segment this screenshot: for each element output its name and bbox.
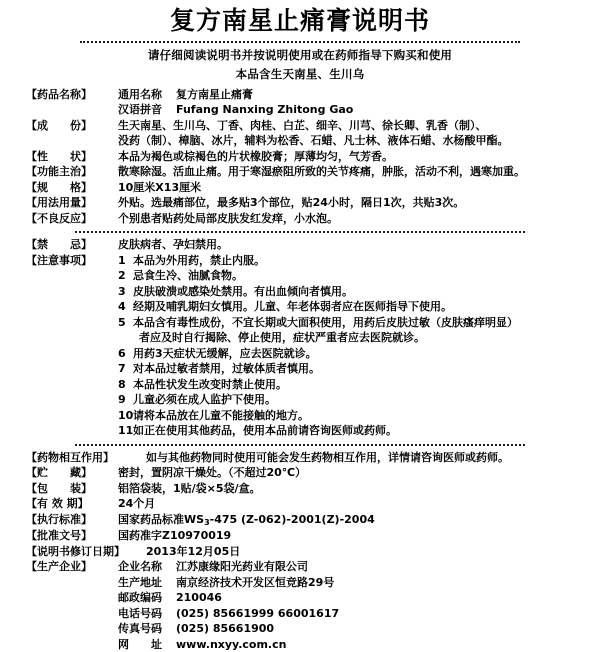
specification-label: 【规 格】 [26, 180, 92, 194]
precaution-number: 10 [118, 408, 134, 422]
precaution-text: 儿童必须在成人监护下使用。 [133, 393, 276, 407]
packaging-value: 铝箔袋装，1贴/袋×5袋/盒。 [118, 481, 261, 495]
precautions-value [118, 253, 586, 439]
section-approval-number [14, 528, 586, 544]
precaution-item [118, 377, 586, 393]
section-drug-interactions [14, 450, 586, 466]
precaution-item [118, 408, 586, 424]
phone-value: (025) 85661999 66001617 [176, 606, 340, 620]
precaution-text: 经期及哺乳期妇女慎用。儿童、年老体弱者应在医师指导下使用。 [133, 300, 452, 314]
page-title: 复方南星止痛膏说明书 [169, 6, 430, 35]
description-value: 本品为褐色或棕褐色的片状橡胶膏；厚薄均匀，气芳香。 [118, 149, 393, 163]
address-key: 生产地址 [118, 575, 162, 589]
fax-line [118, 621, 586, 637]
pinyin-line [118, 102, 586, 118]
postcode-key: 邮政编码 [118, 591, 162, 605]
precaution-text: 请将本品放在儿童不能接触的地方。 [133, 408, 309, 422]
precaution-text: 忌食生冷、油腻食物。 [133, 269, 243, 283]
section-storage [14, 465, 586, 481]
revision-date-label: 【说明书修订日期】 [26, 544, 125, 558]
standard-value [118, 512, 586, 529]
dosage-label: 【用法用量】 [26, 196, 92, 210]
phone-line [118, 606, 586, 622]
section-dosage [14, 195, 586, 211]
section-adverse-reactions [14, 211, 586, 227]
section-indications [14, 164, 586, 180]
approval-number-label: 【批准文号】 [26, 529, 92, 543]
insert-body [0, 87, 600, 227]
precaution-number: 11 [118, 424, 134, 438]
precaution-text: 用药3天症状无缓解，应去医院就诊。 [133, 346, 317, 360]
divider-lower [75, 444, 525, 446]
precaution-text-continuation: 者应及时自行揭除、停止使用，症状严重者应去医院就诊。 [139, 331, 425, 345]
company-line [118, 559, 586, 575]
adverse-reactions-value: 个别患者贴药处局部皮肤发红发痒，小水泡。 [118, 211, 338, 225]
drug-name-value [118, 87, 586, 118]
adverse-reactions-label: 【不良反应】 [26, 211, 92, 225]
standard-value-prefix: 国家药品标准WS [118, 512, 205, 526]
ingredients-line-1: 生天南星、生川乌、丁香、肉桂、白芷、细辛、川芎、徐长卿、乳香（制）、 [118, 118, 487, 132]
pinyin-key: 汉语拼音 [118, 103, 162, 117]
precaution-item [118, 423, 586, 439]
storage-value: 密封，置阴凉干燥处。（不超过20℃） [118, 466, 307, 480]
manufacturer-value [118, 559, 586, 652]
generic-name-line [118, 87, 586, 103]
precautions-list [118, 253, 586, 439]
address-line [118, 575, 586, 591]
precaution-text: 如正在使用其他药品，使用本品前请咨询医师或药师。 [133, 424, 397, 438]
description-label: 【性 状】 [26, 149, 92, 163]
shelf-life-value: 24个月 [118, 497, 156, 511]
precaution-text: 皮肤破溃或感染处禁用。有出血倾向者慎用。 [133, 284, 353, 298]
precaution-text: 本品性状发生改变时禁止使用。 [133, 377, 287, 391]
company-key: 企业名称 [118, 560, 162, 574]
precaution-number: 2 [118, 269, 126, 283]
precaution-number: 3 [118, 284, 126, 298]
fax-value: (025) 85661900 [176, 622, 275, 636]
pinyin-value: Fufang Nanxing Zhitong Gao [176, 103, 354, 117]
specification-value: 10厘米X13厘米 [118, 180, 202, 194]
postcode-line [118, 590, 586, 606]
precaution-item [118, 268, 586, 284]
indications-label: 【功能主治】 [26, 165, 92, 179]
divider-top [80, 41, 520, 43]
generic-name-value: 复方南星止痛膏 [176, 87, 253, 101]
divider-middle [75, 231, 525, 233]
precaution-number: 5 [118, 315, 126, 329]
section-ingredients [14, 118, 586, 149]
drug-interactions-value: 如与其他药物同时使用可能会发生药物相互作用，详情请咨询医师或药师。 [146, 450, 509, 464]
precaution-text: 本品为外用药，禁止内服。 [133, 253, 265, 267]
dosage-value: 外贴。选最痛部位，最多贴3个部位，贴24小时，隔日1次，共贴3次。 [118, 196, 465, 210]
precaution-item [118, 315, 586, 346]
insert-body-footer [0, 450, 600, 652]
phone-key: 电话号码 [118, 606, 162, 620]
precaution-number: 9 [118, 393, 126, 407]
package-insert-page [0, 6, 600, 651]
standard-value-suffix: -475 (Z-062)-2001(Z)-2004 [209, 512, 375, 526]
revision-date-value: 2013年12月05日 [146, 544, 241, 558]
precaution-item [118, 346, 586, 362]
section-precautions [14, 253, 586, 439]
precautions-label: 【注意事项】 [26, 253, 92, 267]
section-contraindications [14, 237, 586, 253]
precaution-number: 4 [118, 300, 126, 314]
fax-key: 传真号码 [118, 622, 162, 636]
address-value: 南京经济技术开发区恒竞路29号 [176, 575, 335, 589]
manufacturer-label: 【生产企业】 [26, 560, 92, 574]
ingredients-label: 【成 份】 [26, 118, 92, 132]
ingredients-value [118, 118, 586, 149]
precaution-item [118, 361, 586, 377]
contraindications-label: 【禁 忌】 [26, 238, 92, 252]
section-specification [14, 180, 586, 196]
section-manufacturer [14, 559, 586, 652]
ingredients-line-2: 没药（制）、樟脑、冰片，辅料为松香、石蜡、凡士林、液体石蜡、水杨酸甲酯。 [118, 134, 509, 148]
section-description [14, 149, 586, 165]
drug-name-label: 【药品名称】 [26, 87, 92, 101]
website-key: 网 址 [118, 637, 162, 651]
shelf-life-label: 【有 效 期】 [26, 497, 89, 511]
precaution-item [118, 253, 586, 269]
section-shelf-life [14, 496, 586, 512]
precaution-item [118, 284, 586, 300]
precaution-text: 本品含有毒性成份，不宜长期或大面积使用，用药后皮肤过敏（皮肤瘙痒明显） [133, 315, 518, 329]
precaution-text: 对本品过敏者禁用，过敏体质者慎用。 [133, 362, 320, 376]
contains-notice: 本品含生天南星、生川乌 [235, 66, 365, 81]
standard-label: 【执行标准】 [26, 512, 92, 526]
precaution-number: 1 [118, 253, 126, 267]
insert-body-warnings [0, 237, 600, 439]
storage-label: 【贮 藏】 [26, 466, 92, 480]
precaution-item [118, 392, 586, 408]
packaging-label: 【包 装】 [26, 481, 92, 495]
precaution-item [118, 299, 586, 315]
precaution-number: 6 [118, 346, 126, 360]
approval-number-value: 国药准字Z10970019 [118, 529, 232, 543]
indications-value: 散寒除湿。活血止痛。用于寒湿瘀阻所致的关节疼痛，肿胀，活动不利，遇寒加重。 [118, 165, 525, 179]
section-standard [14, 512, 586, 529]
generic-name-key: 通用名称 [118, 87, 162, 101]
precaution-number: 7 [118, 362, 126, 376]
contraindications-value: 皮肤病者、孕妇禁用。 [118, 238, 228, 252]
website-line [118, 637, 586, 652]
section-drug-name [14, 87, 586, 118]
section-packaging [14, 481, 586, 497]
drug-interactions-label: 【药物相互作用】 [26, 450, 114, 464]
reading-notice: 请仔细阅读说明书并按说明使用或在药师指导下购买和使用 [147, 48, 453, 62]
precaution-number: 8 [118, 377, 126, 391]
section-revision-date [14, 544, 586, 560]
standard-value-subscript: 3 [204, 517, 210, 527]
company-value: 江苏康缘阳光药业有限公司 [176, 560, 308, 574]
postcode-value: 210046 [176, 591, 222, 605]
website-value[interactable]: www.nxyy.com.cn [176, 637, 287, 651]
